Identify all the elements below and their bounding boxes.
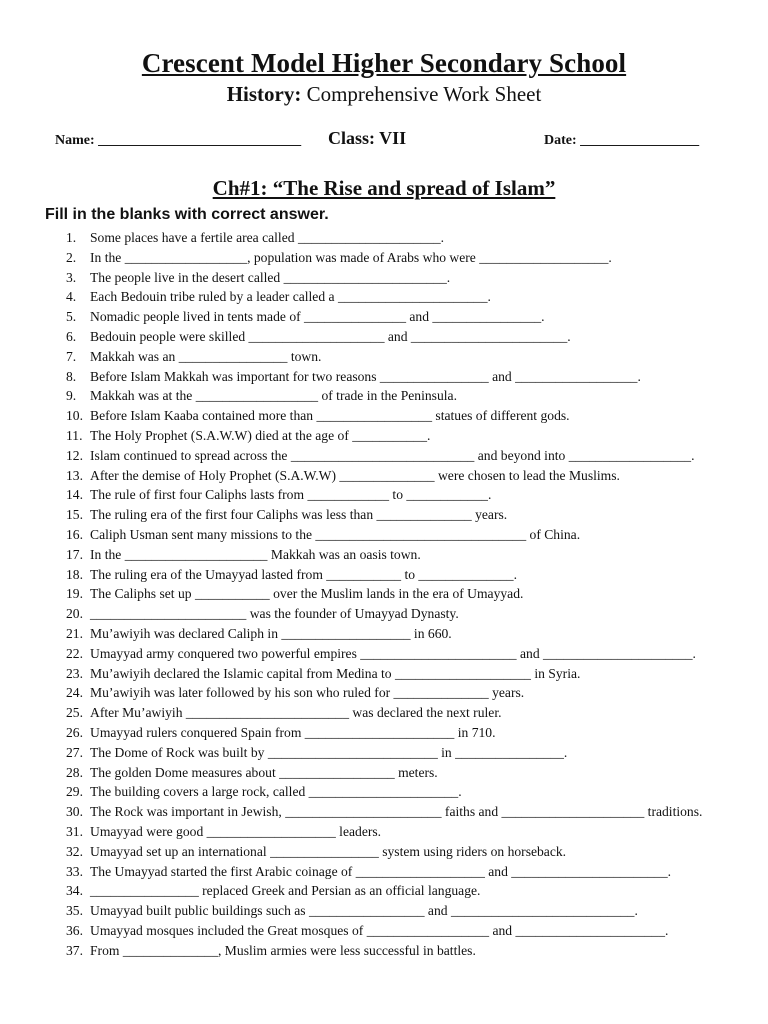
question-text: Caliph Usman sent many missions to the _______________________________ of China. (90, 526, 581, 542)
chapter-title: Ch#1: “The Rise and spread of Islam” (212, 176, 556, 200)
question-item (0, 743, 768, 763)
question-text: Before Islam Kaaba contained more than _________________ statues of different gods. (90, 408, 570, 424)
question-item (0, 624, 768, 644)
question-number: 22. (66, 645, 83, 661)
question-item (0, 802, 768, 822)
question-number: 23. (66, 665, 83, 681)
question-text: The Dome of Rock was built by _________________________ in ________________. (90, 744, 568, 760)
question-number: 2. (66, 249, 77, 265)
school-name: Crescent Model Higher Secondary School (141, 48, 627, 78)
question-text: The rule of first four Caliphs lasts from ____________ to ____________. (90, 487, 492, 503)
question-number: 18. (66, 566, 83, 582)
question-list (0, 228, 768, 960)
question-number: 33. (66, 863, 83, 879)
question-text: Some places have a fertile area called _____________________. (90, 230, 445, 245)
question-item (0, 505, 768, 525)
question-item (0, 426, 768, 446)
question-text: Each Bedouin tribe ruled by a leader called a ______________________. (90, 289, 491, 305)
question-text: Mu’awiyih was later followed by his son who ruled for ______________ years. (90, 685, 525, 701)
question-item (0, 604, 768, 624)
question-text: The people live in the desert called ________________________. (90, 269, 451, 285)
question-number: 29. (66, 784, 83, 800)
question-item (0, 644, 768, 664)
question-number: 26. (66, 724, 83, 740)
question-item (0, 822, 768, 842)
question-item (0, 327, 768, 347)
question-text: Nomadic people lived in tents made of _______________ and ________________. (90, 309, 545, 325)
question-number: 32. (66, 843, 83, 859)
question-number: 8. (66, 368, 77, 384)
question-number: 1. (66, 230, 77, 245)
question-item (0, 386, 768, 406)
question-number: 14. (66, 487, 83, 503)
question-text: The Holy Prophet (S.A.W.W) died at the age of ___________. (90, 427, 431, 443)
question-item (0, 406, 768, 426)
question-number: 36. (66, 922, 83, 938)
question-item (0, 307, 768, 327)
question-number: 28. (66, 764, 83, 780)
question-number: 30. (66, 804, 83, 820)
question-item (0, 763, 768, 783)
question-item (0, 842, 768, 862)
question-item (0, 228, 768, 248)
question-number: 3. (66, 269, 77, 285)
question-number: 6. (66, 328, 77, 344)
name-field: Name: _____________________________ (55, 133, 302, 148)
question-number: 4. (66, 289, 77, 305)
question-text: The building covers a large rock, called ______________________. (90, 784, 462, 800)
subject-label: History: (226, 82, 302, 106)
question-text: Bedouin people were skilled ____________________ and _______________________. (90, 328, 571, 344)
question-number: 7. (66, 348, 77, 364)
question-text: From ______________, Muslim armies were less successful in battles. (90, 942, 476, 958)
question-text: After Mu’awiyih ________________________ was declared the next ruler. (90, 705, 502, 721)
question-text: In the __________________, population was made of Arabs who were ___________________. (90, 249, 612, 265)
question-text: The Caliphs set up ___________ over the Muslim lands in the era of Umayyad. (90, 586, 524, 602)
question-item (0, 782, 768, 802)
question-item (0, 881, 768, 901)
question-text: After the demise of Holy Prophet (S.A.W.W) ______________ were chosen to lead the Muslims. (90, 467, 620, 483)
question-number: 16. (66, 526, 83, 542)
question-text: Umayyad army conquered two powerful empires _______________________ and ______________________. (90, 645, 696, 661)
question-number: 10. (66, 408, 83, 424)
question-number: 37. (66, 942, 83, 958)
question-number: 20. (66, 606, 83, 622)
question-number: 35. (66, 903, 83, 919)
question-number: 34. (66, 883, 83, 899)
question-item (0, 446, 768, 466)
question-item (0, 703, 768, 723)
question-number: 9. (66, 388, 77, 404)
student-info-row (0, 128, 768, 156)
question-text: Makkah was at the __________________ of trade in the Peninsula. (90, 388, 457, 404)
question-text: In the _____________________ Makkah was an oasis town. (90, 546, 421, 562)
question-item (0, 921, 768, 941)
question-item (0, 565, 768, 585)
question-item (0, 901, 768, 921)
class-label: Class: VII (328, 128, 407, 148)
question-text: The ruling era of the Umayyad lasted from ___________ to ______________. (90, 566, 517, 582)
question-number: 21. (66, 625, 83, 641)
question-item (0, 545, 768, 565)
question-text: The Rock was important in Jewish, _______________________ faiths and _____________________ traditions. (90, 804, 703, 820)
question-item (0, 723, 768, 743)
question-item (0, 664, 768, 684)
question-text: The Umayyad started the first Arabic coinage of ___________________ and _______________________. (90, 863, 672, 879)
question-item (0, 485, 768, 505)
question-text: Umayyad set up an international ________________ system using riders on horseback. (90, 843, 567, 859)
date-field: Date: _________________ (544, 133, 700, 148)
question-item (0, 347, 768, 367)
question-text: The ruling era of the first four Caliphs was less than ______________ years. (90, 507, 508, 523)
question-number: 27. (66, 744, 83, 760)
question-item (0, 367, 768, 387)
question-text: Umayyad were good ___________________ leaders. (90, 823, 382, 839)
question-item (0, 941, 768, 961)
question-text: Makkah was an ________________ town. (90, 348, 322, 364)
instruction-text: Fill in the blanks with correct answer. (45, 206, 329, 223)
worksheet-title: Comprehensive Work Sheet (306, 82, 542, 106)
question-number: 13. (66, 467, 83, 483)
question-text: Mu’awiyih declared the Islamic capital from Medina to ____________________ in Syria. (90, 665, 581, 681)
question-item (0, 268, 768, 288)
question-number: 17. (66, 546, 83, 562)
question-number: 12. (66, 447, 83, 463)
question-item (0, 466, 768, 486)
question-number: 24. (66, 685, 83, 701)
question-text: Before Islam Makkah was important for two reasons ________________ and __________________. (90, 368, 641, 384)
question-item (0, 525, 768, 545)
question-text: Umayyad built public buildings such as _________________ and ___________________________. (90, 903, 638, 919)
question-item (0, 584, 768, 604)
question-number: 5. (66, 309, 77, 325)
question-text: ________________ replaced Greek and Persian as an official language. (90, 883, 481, 899)
worksheet-subtitle (0, 82, 768, 107)
question-item (0, 862, 768, 882)
question-text: Umayyad rulers conquered Spain from ______________________ in 710. (90, 724, 496, 740)
question-number: 15. (66, 507, 83, 523)
question-item (0, 287, 768, 307)
question-number: 11. (66, 427, 83, 443)
question-text: The golden Dome measures about _________________ meters. (90, 764, 438, 780)
question-number: 19. (66, 586, 83, 602)
question-item (0, 683, 768, 703)
question-number: 31. (66, 823, 83, 839)
question-item (0, 248, 768, 268)
question-text: Mu’awiyih was declared Caliph in ___________________ in 660. (90, 625, 452, 641)
question-text: Umayyad mosques included the Great mosques of __________________ and ______________________. (90, 922, 669, 938)
question-number: 25. (66, 705, 83, 721)
question-text: _______________________ was the founder of Umayyad Dynasty. (90, 606, 459, 622)
question-text: Islam continued to spread across the ___________________________ and beyond into __________________. (90, 447, 695, 463)
